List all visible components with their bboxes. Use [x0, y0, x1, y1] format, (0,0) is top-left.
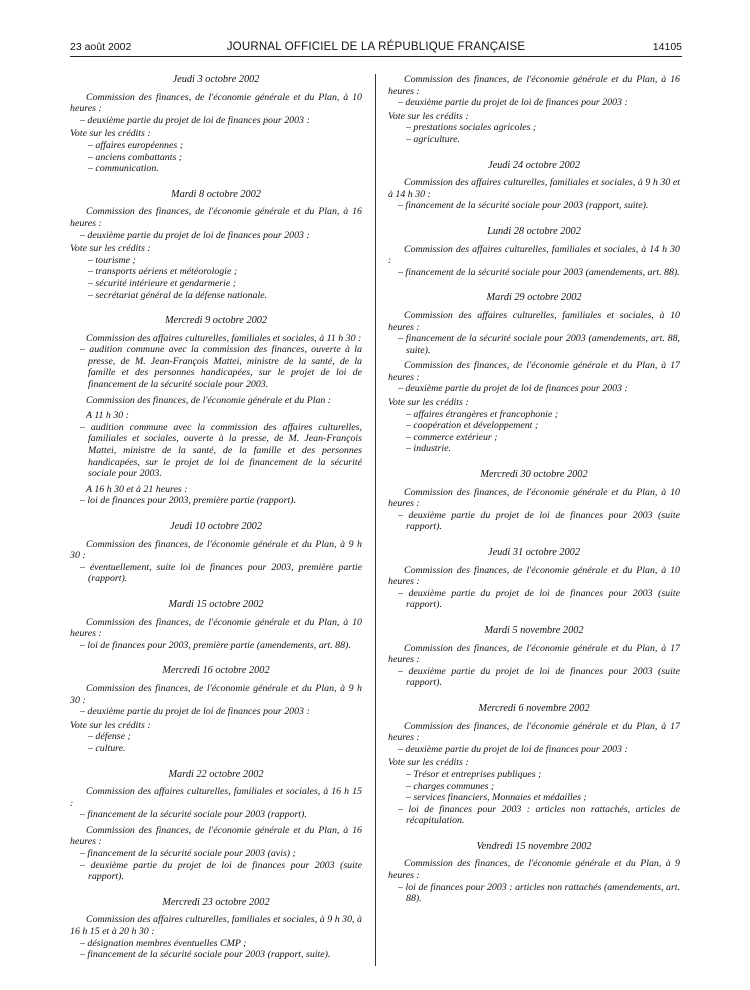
- agenda-entry: – deuxième partie du projet de loi de finances pour 2003 :: [80, 229, 310, 241]
- agenda-list: [388, 200, 680, 212]
- credits-list: [388, 409, 680, 455]
- agenda-entry: – financement de la sécurité sociale pour 2003 (amendements, art. 88, suite).: [398, 333, 680, 356]
- day-title: Jeudi 10 octobre 2002: [170, 521, 262, 532]
- day-title: Vendredi 15 novembre 2002: [476, 840, 592, 852]
- agenda-entry: – deuxième partie du projet de loi de finances pour 2003 (suite rapport).: [80, 859, 362, 883]
- session-heading: A 16 h 30 et à 21 heures :: [86, 483, 188, 495]
- vote-heading: Vote sur les crédits :: [70, 128, 151, 140]
- session-item: [70, 484, 362, 507]
- credit-entry: – agriculture.: [406, 133, 460, 145]
- credit-entry: – industrie.: [406, 443, 451, 455]
- vote-heading: Vote sur les crédits :: [70, 243, 151, 255]
- day-block: [70, 665, 362, 754]
- agenda-entry: – audition commune avec la commission des affaires culturelles, familiales et sociales, ouverte à la presse, de M. Jean-François Mattei, ministre de la santé, de la famille et des personnes handicapées, sur le projet de loi de financement de la sécurité sociale pour 2003.: [80, 421, 362, 480]
- credit-entry: – défense ;: [88, 731, 131, 743]
- agenda-list: [388, 666, 680, 689]
- credit-entry: – prestations sociales agricoles ;: [406, 122, 537, 134]
- agenda-list: [388, 744, 680, 756]
- agenda-list: [70, 422, 362, 480]
- session-item: [70, 539, 362, 585]
- agenda-list: [388, 804, 680, 827]
- day-title: Mercredi 23 octobre 2002: [162, 896, 270, 908]
- day-block: [70, 74, 362, 175]
- agenda-entry: – deuxième partie du projet de loi de finances pour 2003 :: [80, 706, 310, 718]
- agenda-entry: – deuxième partie du projet de loi de finances pour 2003 (suite rapport).: [398, 587, 680, 611]
- session-item: [388, 858, 680, 904]
- day-block: [70, 769, 362, 883]
- day-title: Mardi 15 octobre 2002: [168, 598, 264, 610]
- day-title: Jeudi 3 octobre 2002: [172, 74, 260, 85]
- agenda-entry: – loi de finances pour 2003 : articles non rattachés (amendements, art. 88).: [398, 881, 680, 905]
- agenda-list: [388, 882, 680, 905]
- session-item: [388, 310, 680, 356]
- agenda-entry: – loi de finances pour 2003, première partie (rapport).: [80, 495, 296, 507]
- agenda-entry: – deuxième partie du projet de loi de finances pour 2003 (suite rapport).: [398, 509, 680, 533]
- session-item: [70, 683, 362, 755]
- agenda-list: [70, 848, 362, 883]
- agenda-entry: – éventuellement, suite loi de finances pour 2003, première partie (rapport).: [80, 561, 362, 585]
- session-heading: Commission des finances, de l'économie générale et du Plan, à 17 heures :: [388, 360, 680, 383]
- left-column-content: [70, 74, 362, 961]
- session-heading: Commission des finances, de l'économie générale et du Plan :: [86, 394, 332, 406]
- session-item: [388, 721, 680, 827]
- session-item: [388, 565, 680, 611]
- credits-list: [70, 731, 362, 754]
- agenda-list: [70, 495, 362, 507]
- day-title: Mardi 29 octobre 2002: [486, 292, 582, 304]
- agenda-entry: – financement de la sécurité sociale pour 2003 (rapport).: [80, 809, 307, 821]
- session-heading: Commission des finances, de l'économie générale et du Plan, à 9 h 30 :: [70, 538, 362, 562]
- credit-entry: – commerce extérieur ;: [406, 431, 498, 443]
- agenda-list: [70, 344, 362, 390]
- column-divider: [375, 74, 376, 966]
- day-block: [388, 547, 680, 611]
- credit-entry: – tourisme ;: [88, 254, 136, 266]
- credit-entry: – anciens combattants ;: [88, 151, 183, 163]
- session-heading: Commission des affaires culturelles, familiales et sociales, à 11 h 30 :: [86, 332, 362, 344]
- right-column-content: [388, 74, 680, 905]
- session-heading: Commission des finances, de l'économie générale et du Plan, à 10 heures :: [388, 564, 680, 588]
- agenda-list: [70, 938, 362, 961]
- session-heading: Commission des finances, de l'économie générale et du Plan, à 16 heures :: [388, 74, 680, 97]
- day-title: Jeudi 31 octobre 2002: [488, 547, 580, 558]
- agenda-entry: – audition commune avec la commission des finances, ouverte à la presse, de M. Jean-François Mattei, ministre de la santé, de la famille et des personnes handicapées, sur le projet de loi de financement de la sécurité sociale pour 2003.: [80, 344, 362, 391]
- agenda-entry: – deuxième partie du projet de loi de finances pour 2003 :: [398, 743, 628, 755]
- day-block: [388, 226, 680, 278]
- agenda-entry: – loi de finances pour 2003 : articles non rattachés, articles de récapitulation.: [398, 803, 680, 827]
- credits-list: [388, 122, 680, 145]
- session-heading: Commission des affaires culturelles, familiales et sociales, à 9 h 30, à 16 h 15 et à 20 h 30 :: [70, 914, 362, 938]
- day-block: [388, 160, 680, 212]
- agenda-entry: – financement de la sécurité sociale pour 2003 (avis) ;: [80, 848, 296, 860]
- day-title: Lundi 28 octobre 2002: [487, 225, 581, 237]
- agenda-list: [70, 230, 362, 242]
- credit-entry: – affaires étrangères et francophonie ;: [406, 408, 559, 420]
- agenda-list: [388, 588, 680, 611]
- session-heading: Commission des affaires culturelles, familiales et sociales, à 10 heures :: [388, 309, 680, 333]
- left-column: [70, 74, 362, 975]
- session-item: [388, 360, 680, 455]
- day-block: [70, 521, 362, 585]
- day-block: [388, 292, 680, 455]
- day-title: Mercredi 30 octobre 2002: [480, 469, 588, 481]
- session-item: [388, 487, 680, 533]
- day-block: [388, 625, 680, 689]
- session-heading: Commission des finances, de l'économie générale et du Plan, à 10 heures :: [388, 486, 680, 510]
- agenda-list: [388, 510, 680, 533]
- credits-list: [70, 140, 362, 175]
- day-block: [70, 599, 362, 651]
- day-block: [70, 897, 362, 961]
- session-item: [70, 410, 362, 480]
- day-block: [388, 74, 680, 146]
- day-block: [388, 703, 680, 827]
- session-heading: Commission des finances, de l'économie générale et du Plan, à 10 heures :: [70, 616, 362, 640]
- day-title: Mercredi 9 octobre 2002: [164, 315, 268, 327]
- session-item: [70, 914, 362, 960]
- session-item: [70, 395, 362, 407]
- credit-entry: – communication.: [88, 163, 159, 175]
- agenda-entry: – désignation membres éventuelles CMP ;: [80, 937, 247, 949]
- session-heading: Commission des affaires culturelles, familiales et sociales, à 9 h 30 et à 14 h 30 :: [388, 177, 680, 200]
- agenda-list: [388, 383, 680, 395]
- header-date: 23 août 2002: [70, 41, 132, 53]
- agenda-list: [70, 640, 362, 652]
- agenda-list: [388, 333, 680, 356]
- session-item: [70, 333, 362, 391]
- session-heading: Commission des affaires culturelles, familiales et sociales, à 16 h 15 :: [70, 786, 362, 809]
- session-item: [70, 92, 362, 175]
- session-item: [70, 206, 362, 301]
- credit-entry: – services financiers, Monnaies et médailles ;: [406, 792, 587, 804]
- session-heading: Commission des finances, de l'économie générale et du Plan, à 17 heures :: [388, 720, 680, 744]
- agenda-list: [70, 809, 362, 821]
- session-heading: A 11 h 30 :: [86, 410, 129, 422]
- day-title: Mercredi 6 novembre 2002: [478, 702, 590, 714]
- agenda-list: [70, 562, 362, 585]
- day-title: Mardi 5 novembre 2002: [484, 624, 584, 636]
- agenda-list: [388, 97, 680, 109]
- vote-heading: Vote sur les crédits :: [388, 757, 469, 769]
- credits-list: [70, 255, 362, 301]
- agenda-list: [70, 706, 362, 718]
- agenda-entry: – financement de la sécurité sociale pour 2003 (amendements, art. 88).: [398, 266, 680, 278]
- vote-heading: Vote sur les crédits :: [70, 719, 151, 731]
- header-page-number: 14105: [652, 41, 682, 53]
- header-title: JOURNAL OFFICIEL DE LA RÉPUBLIQUE FRANÇAISE: [226, 41, 526, 53]
- credit-entry: – culture.: [88, 742, 126, 754]
- vote-heading: Vote sur les crédits :: [388, 110, 469, 122]
- vote-heading: Vote sur les crédits :: [388, 397, 469, 409]
- agenda-entry: – deuxième partie du projet de loi de finances pour 2003 :: [398, 383, 628, 395]
- credits-list: [388, 769, 680, 804]
- session-heading: Commission des affaires culturelles, familiales et sociales, à 14 h 30 :: [388, 243, 680, 267]
- session-heading: Commission des finances, de l'économie générale et du Plan, à 9 h 30 :: [70, 682, 362, 706]
- day-block: [388, 841, 680, 905]
- credit-entry: – affaires européennes ;: [88, 139, 183, 151]
- day-title: Mardi 8 octobre 2002: [171, 188, 261, 200]
- agenda-entry: – deuxième partie du projet de loi de finances pour 2003 (suite rapport).: [398, 665, 680, 689]
- credit-entry: – charges communes ;: [406, 780, 495, 792]
- credit-entry: – transports aériens et météorologie ;: [88, 266, 238, 278]
- day-title: Mardi 22 octobre 2002: [168, 768, 264, 780]
- day-block: [70, 189, 362, 301]
- credit-entry: – secrétariat général de la défense nationale.: [88, 289, 268, 301]
- credit-entry: – sécurité intérieure et gendarmerie ;: [88, 277, 236, 289]
- day-title: Mercredi 16 octobre 2002: [162, 665, 270, 677]
- session-item: [388, 244, 680, 279]
- agenda-entry: – financement de la sécurité sociale pour 2003 (rapport, suite).: [398, 200, 649, 212]
- agenda-entry: – deuxième partie du projet de loi de finances pour 2003 :: [398, 97, 628, 109]
- agenda-entry: – deuxième partie du projet de loi de finances pour 2003 :: [80, 114, 310, 126]
- agenda-list: [388, 267, 680, 279]
- session-item: [388, 177, 680, 212]
- session-item: [70, 825, 362, 883]
- session-heading: Commission des finances, de l'économie générale et du Plan, à 10 heures :: [70, 91, 362, 115]
- session-heading: Commission des finances, de l'économie générale et du Plan, à 16 heures :: [70, 824, 362, 848]
- right-column: [388, 74, 680, 919]
- session-item: [388, 74, 680, 146]
- agenda-entry: – financement de la sécurité sociale pour 2003 (rapport, suite).: [80, 949, 331, 961]
- day-title: Jeudi 24 octobre 2002: [488, 159, 580, 171]
- session-heading: Commission des finances, de l'économie générale et du Plan, à 16 heures :: [70, 206, 362, 229]
- page-header: [70, 40, 682, 57]
- day-block: [388, 469, 680, 533]
- credit-entry: – coopération et développement ;: [406, 420, 539, 432]
- session-heading: Commission des finances, de l'économie générale et du Plan, à 9 heures :: [388, 858, 680, 882]
- agenda-list: [70, 115, 362, 127]
- session-item: [70, 786, 362, 821]
- session-item: [388, 643, 680, 689]
- session-heading: Commission des finances, de l'économie générale et du Plan, à 17 heures :: [388, 642, 680, 666]
- credit-entry: – Trésor et entreprises publiques ;: [406, 768, 542, 780]
- agenda-entry: – loi de finances pour 2003, première partie (amendements, art. 88).: [80, 639, 351, 651]
- day-block: [70, 315, 362, 507]
- session-item: [70, 617, 362, 652]
